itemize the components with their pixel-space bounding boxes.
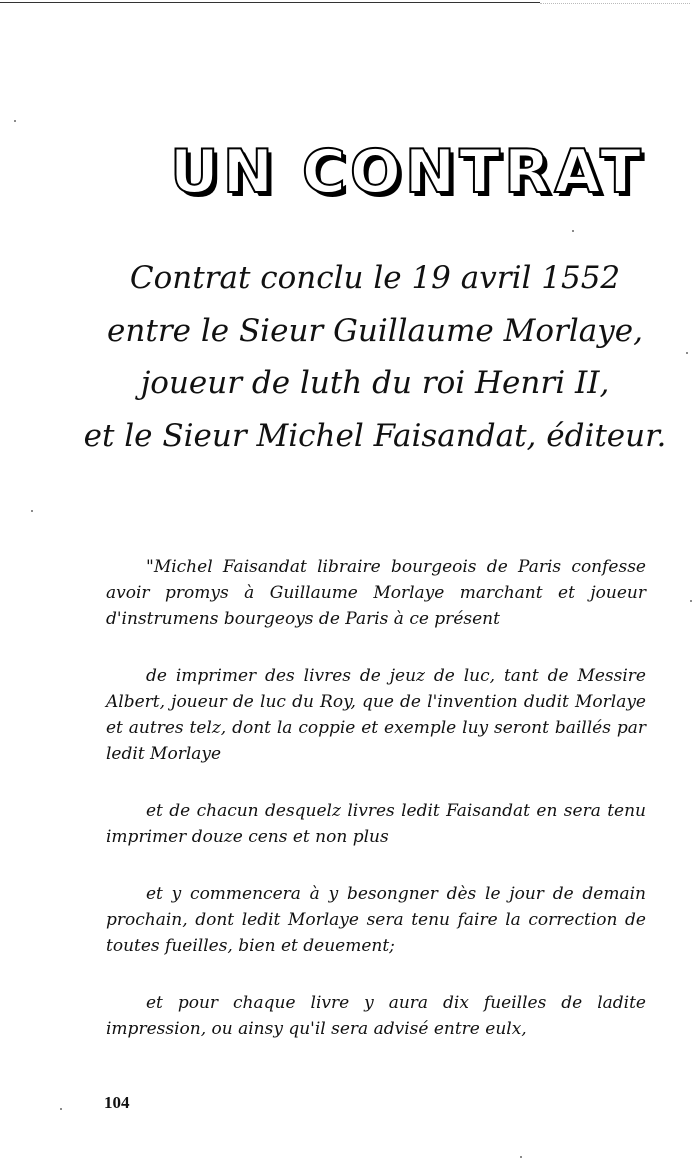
print-speck (572, 230, 574, 232)
page-title: UN CONTRAT (170, 137, 645, 207)
contract-paragraph: de imprimer des livres de jeuz de luc, tant de Messire Albert, joueur de luc du Roy, que de l'invention dudit Morlaye et autres telz, dont la coppie et exemple luy seront baillés par ledit Morlaye (106, 666, 646, 764)
print-speck (31, 510, 33, 512)
contract-paragraph: et de chacun desquelz livres ledit Faisandat en sera tenu imprimer douze cens et non plus (106, 801, 646, 847)
print-speck (520, 1156, 522, 1158)
contract-paragraph: et pour chaque livre y aura dix fueilles de ladite impression, ou ainsy qu'il sera advisé entre eulx, (106, 993, 646, 1039)
subtitle-line: joueur de luth du roi Henri II, (140, 365, 610, 401)
print-speck (690, 600, 692, 602)
top-rule (0, 2, 540, 3)
print-speck (686, 352, 688, 354)
subtitle-line: et le Sieur Michel Faisandat, éditeur. (83, 417, 667, 454)
page-number: 104 (104, 1093, 130, 1112)
subtitle-line: Contrat conclu le 19 avril 1552 (129, 260, 621, 296)
subtitle-line: entre le Sieur Guillaume Morlaye, (107, 312, 643, 349)
contract-paragraph: et y commencera à y besongner dès le jour de demain prochain, dont ledit Morlaye sera tenu faire la correction de toutes fueilles, bien et deuement; (106, 884, 646, 956)
print-speck (14, 120, 16, 122)
top-rule-faint (540, 3, 690, 4)
print-speck (60, 1108, 62, 1110)
subtitle (60, 252, 690, 462)
contract-paragraph: "Michel Faisandat libraire bourgeois de Paris confesse avoir promys à Guillaume Morlaye marchant et joueur d'instrumens bourgeoys de Paris à ce présent (106, 557, 646, 629)
contract-text (106, 554, 646, 1073)
